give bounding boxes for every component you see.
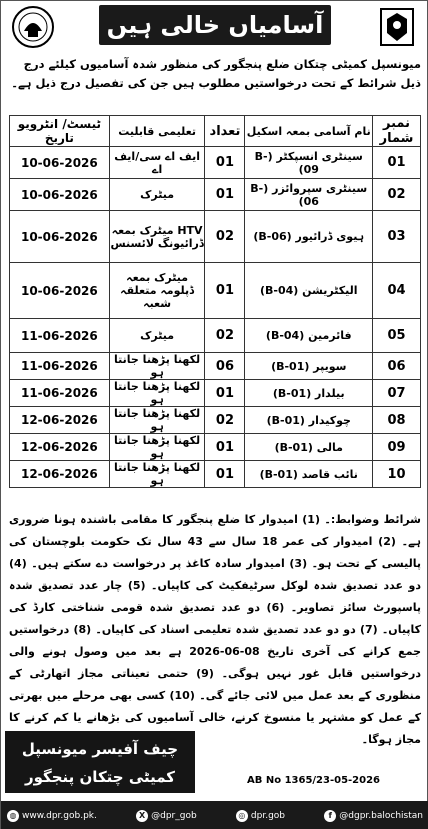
government-emblem-icon	[375, 5, 419, 49]
cell-count: 02	[205, 211, 245, 263]
facebook-icon: f	[324, 810, 336, 822]
signatory-block	[5, 731, 195, 793]
cell-count: 01	[205, 263, 245, 319]
cell-count: 02	[205, 319, 245, 353]
cell-qualification: HTV میٹرک بمعہ ڈرائیونگ لائسنس	[109, 211, 205, 263]
cell-count: 01	[205, 380, 245, 407]
table-row	[10, 407, 421, 434]
cell-qualification: لکھنا پڑھنا جانتا ہو	[109, 380, 205, 407]
social-footer	[1, 801, 428, 829]
cell-qualification: ایف اے سی/ایف اے	[109, 147, 205, 179]
x-icon: X	[136, 810, 148, 822]
header-qualification: تعلیمی قابلیت	[109, 116, 205, 147]
table-header-row	[10, 116, 421, 147]
table-row	[10, 211, 421, 263]
cell-post: سینٹری سپروائزر (B-06)	[245, 179, 373, 211]
globe-icon: ◍	[7, 810, 19, 822]
cell-serial: 05	[373, 319, 421, 353]
cell-serial: 09	[373, 434, 421, 461]
advertisement-number: AB No 1365/23-05-2026	[247, 775, 381, 786]
social-label: www.dpr.gob.pk.	[22, 810, 97, 821]
cell-date: 12-06-2026	[10, 434, 110, 461]
social-label: @dpr_gob	[151, 810, 197, 821]
social-instagram	[236, 810, 285, 822]
header-count: تعداد	[205, 116, 245, 147]
table-row	[10, 147, 421, 179]
cell-serial: 03	[373, 211, 421, 263]
table-row	[10, 263, 421, 319]
terms-and-conditions: شرائط وضوابط:۔ (1) امیدوار کا ضلع پنجگور کا مقامی باشندہ ہونا ضروری ہے۔ (2) امیدوار کی عمر 18 سال سے 43 سال تک حکومت بلوچستان کی پالیسی کے تحت ہو۔ (3) امیدوار سادہ کاغذ پر درخواست دے سکتے ہیں۔ (4) دو عدد تصدیق شدہ لوکل سرٹیفکیٹ کی کاپیاں۔ (5) چار عدد تصدیق شدہ پاسپورٹ سائز تصاویر۔ (6) دو عدد تصدیق شدہ قومی شناختی کارڈ کی کاپیاں۔ (7) دو دو عدد تصدیق شدہ تعلیمی اسناد کی کاپیاں۔ (8) درخواستیں جمع کرانے کی آخری تاریخ 08-06-2026 ہے بعد میں وصول ہونے والی درخواستیں قابل غور نہیں ہوگی۔ (9) حتمی تعیناتی مجاز اتھارٹی کے منظوری کے بعد عمل میں لائی جائے گی۔ (10) کسی بھی مرحلے میں بھرتی کے عمل کو مشتہر یا منسوخ کرنے، خالی آسامیوں کی بڑھانے یا کم کرنے کا مجاز ہوگا۔	[9, 513, 422, 746]
table-row	[10, 179, 421, 211]
header-serial: نمبر شمار	[373, 116, 421, 147]
header-post: نام آسامی بمعہ اسکیل	[245, 116, 373, 147]
social-x	[136, 810, 197, 822]
instagram-icon: ◎	[236, 810, 248, 822]
cell-date: 12-06-2026	[10, 407, 110, 434]
table-row	[10, 380, 421, 407]
cell-serial: 07	[373, 380, 421, 407]
cell-date: 12-06-2026	[10, 461, 110, 488]
cell-date: 10-06-2026	[10, 263, 110, 319]
signatory-line-1: چیف آفیسر میونسپل	[21, 740, 179, 758]
intro-text: میونسپل کمیٹی چتکان ضلع پنجگور کی منظور شدہ آسامیوں کیلئے درج ذیل شرائط کے تحت درخواستیں مطلوب ہیں جن کی تفصیل درج ذیل ہے۔	[11, 57, 421, 90]
cell-serial: 04	[373, 263, 421, 319]
cell-serial: 06	[373, 353, 421, 380]
cell-qualification: میٹرک	[109, 319, 205, 353]
cell-qualification: میٹرک بمعہ ڈپلومہ متعلقہ شعبہ	[109, 263, 205, 319]
cell-post: سویپر (B-01)	[245, 353, 373, 380]
cell-date: 11-06-2026	[10, 353, 110, 380]
cell-post: نائب قاصد (B-01)	[245, 461, 373, 488]
table-row	[10, 461, 421, 488]
social-label: @dgpr.balochistan	[339, 810, 423, 821]
cell-date: 11-06-2026	[10, 380, 110, 407]
cell-date: 10-06-2026	[10, 211, 110, 263]
header-date: ٹیسٹ/ انٹرویو تاریخ	[10, 116, 110, 147]
cell-qualification: لکھنا پڑھنا جانتا ہو	[109, 434, 205, 461]
cell-count: 01	[205, 147, 245, 179]
cell-post: فائرمین (B-04)	[245, 319, 373, 353]
cell-count: 01	[205, 434, 245, 461]
cell-post: مالی (B-01)	[245, 434, 373, 461]
cell-post: ہیوی ڈرائیور (B-06)	[245, 211, 373, 263]
cell-date: 10-06-2026	[10, 147, 110, 179]
table-row	[10, 319, 421, 353]
cell-qualification: میٹرک	[109, 179, 205, 211]
cell-date: 11-06-2026	[10, 319, 110, 353]
social-label: dpr.gob	[250, 810, 286, 821]
social-website	[7, 810, 97, 822]
cell-post: بیلدار (B-01)	[245, 380, 373, 407]
cell-date: 10-06-2026	[10, 179, 110, 211]
cell-count: 06	[205, 353, 245, 380]
cell-qualification: لکھنا پڑھنا جانتا ہو	[109, 407, 205, 434]
cell-serial: 01	[373, 147, 421, 179]
cell-serial: 10	[373, 461, 421, 488]
social-facebook	[324, 810, 423, 822]
cell-count: 02	[205, 407, 245, 434]
cell-post: الیکٹریشن (B-04)	[245, 263, 373, 319]
cell-count: 01	[205, 461, 245, 488]
vacancies-table	[9, 115, 421, 488]
balochistan-emblem-icon	[11, 5, 55, 49]
table-row	[10, 434, 421, 461]
page-title: آسامیاں خالی ہیں	[99, 5, 331, 45]
cell-count: 01	[205, 179, 245, 211]
cell-qualification: لکھنا پڑھنا جانتا ہو	[109, 353, 205, 380]
cell-post: سینٹری انسپکٹر (B-09)	[245, 147, 373, 179]
table-row	[10, 353, 421, 380]
cell-serial: 08	[373, 407, 421, 434]
cell-serial: 02	[373, 179, 421, 211]
signatory-line-2: کمیٹی چتکان پنجگور	[24, 768, 176, 786]
cell-qualification: لکھنا پڑھنا جانتا ہو	[109, 461, 205, 488]
cell-post: چوکیدار (B-01)	[245, 407, 373, 434]
header	[1, 1, 428, 53]
